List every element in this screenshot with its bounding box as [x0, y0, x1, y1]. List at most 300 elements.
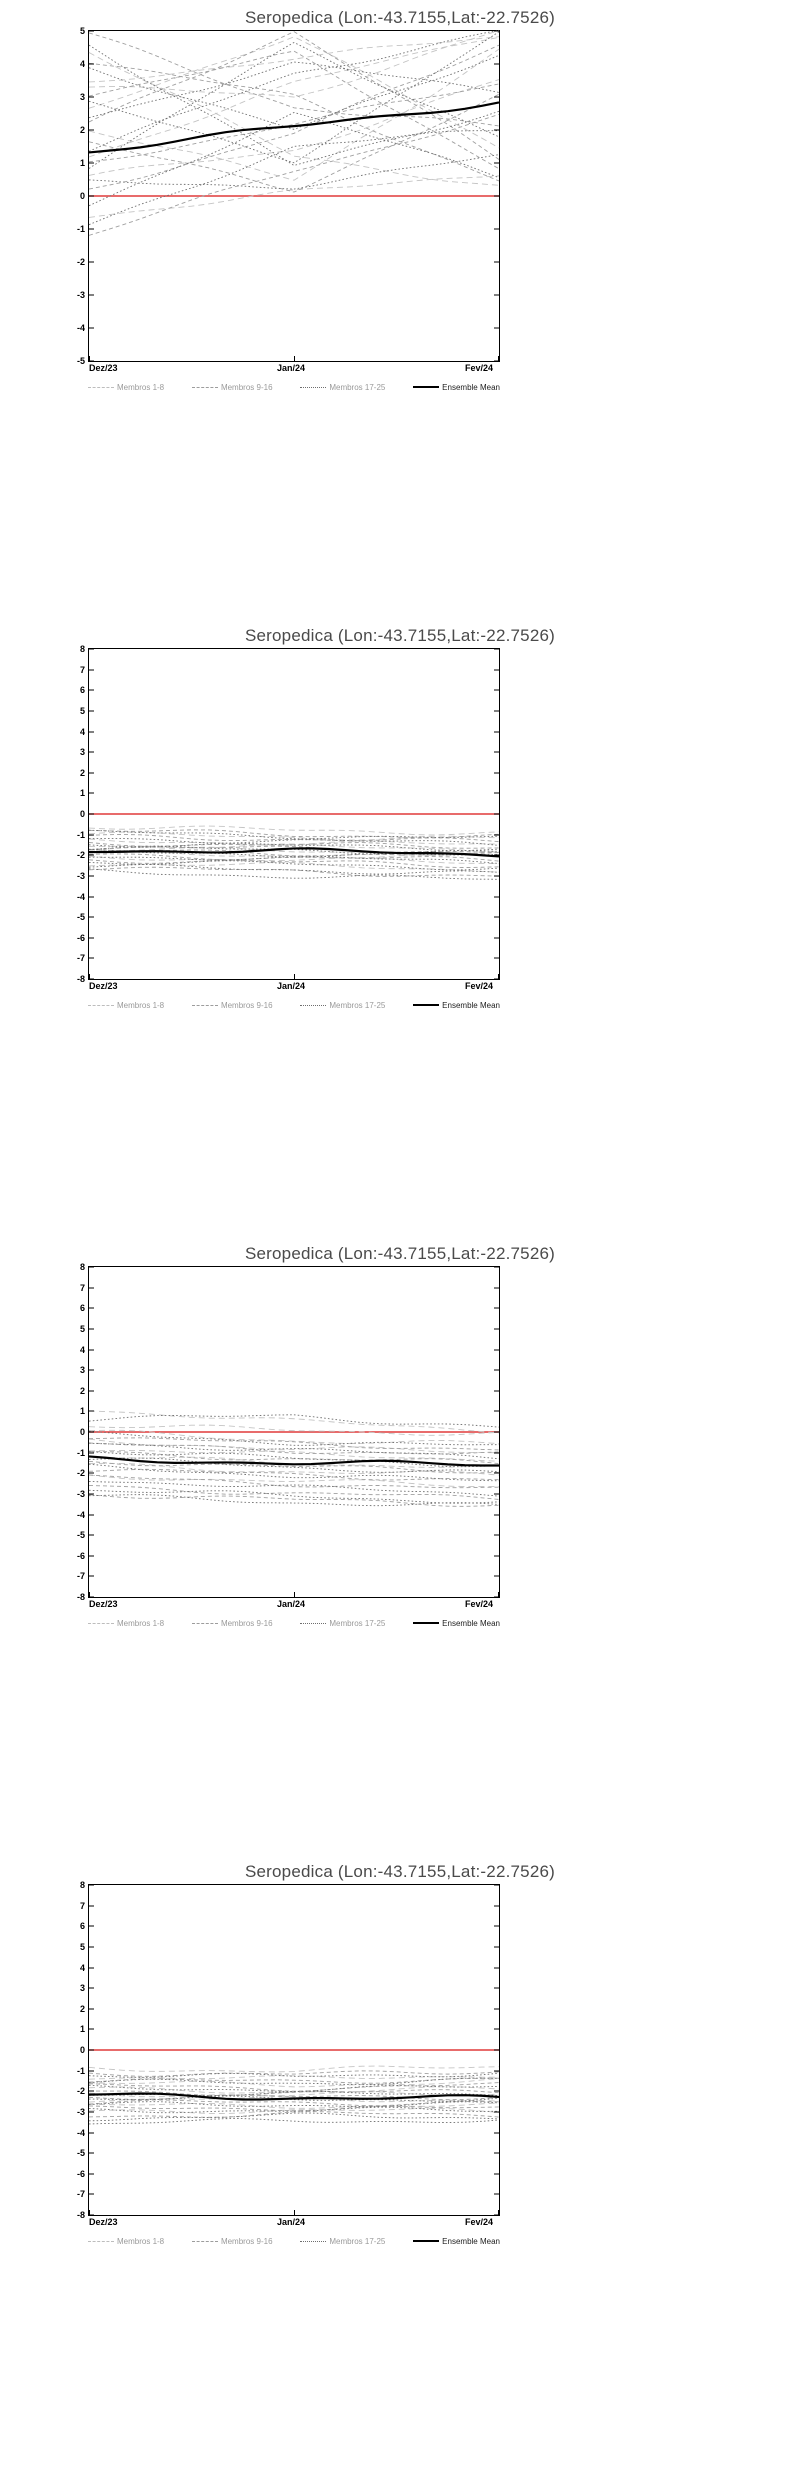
y-axis-tick-label: 6	[79, 1921, 85, 1932]
y-axis-tick-label: 0	[79, 809, 85, 819]
y-axis-tick-mark	[494, 649, 499, 650]
legend-line-icon	[88, 387, 114, 388]
legend-item-membros-17-25	[300, 1619, 385, 1628]
member-line	[89, 1431, 499, 1445]
y-axis-tick-label: 2	[79, 1385, 85, 1396]
x-axis-tick-mark	[498, 356, 499, 361]
legend-label: Membros 1-8	[117, 382, 165, 392]
x-axis-tick-mark	[498, 2210, 499, 2215]
y-axis-tick-mark	[494, 1432, 499, 1433]
x-axis-tick-label: Jan/24	[277, 363, 306, 373]
y-axis-tick-mark	[494, 2091, 499, 2092]
y-axis-tick-mark	[89, 793, 94, 794]
legend-item-membros-17-25	[300, 1001, 385, 1010]
y-axis-tick-mark	[89, 1370, 94, 1371]
y-axis-tick-label: 0	[79, 2045, 85, 2055]
legend-item-ensemble-mean	[413, 383, 500, 392]
y-axis-tick-label: -2	[76, 1468, 85, 1479]
y-axis-tick-label: -6	[76, 1550, 85, 1561]
member-line	[89, 2079, 499, 2087]
y-axis-tick-mark	[89, 1905, 94, 1906]
member-line	[89, 42, 499, 168]
x-axis-tick-label: Jan/24	[277, 2217, 306, 2227]
y-axis-tick-mark	[89, 1267, 94, 1268]
y-axis-tick-mark	[494, 130, 499, 131]
y-axis-tick-mark	[89, 2132, 94, 2133]
y-axis-tick-mark	[494, 1349, 499, 1350]
x-axis-tick-label: Dez/23	[89, 1599, 118, 1609]
y-axis-tick-mark	[494, 31, 499, 32]
legend-line-icon	[88, 1005, 114, 1006]
y-axis-tick-mark	[89, 2050, 94, 2051]
legend-label: Membros 9-16	[220, 1000, 273, 1010]
member-line	[89, 51, 499, 169]
y-axis-tick-label: 1	[79, 788, 85, 799]
y-axis-tick-label: 3	[79, 92, 85, 102]
y-axis-tick-mark	[494, 2173, 499, 2174]
legend-line-icon	[88, 2241, 114, 2242]
legend-line-icon	[413, 2240, 439, 2242]
member-line	[89, 55, 499, 129]
y-axis-tick-label: -2	[76, 2086, 85, 2097]
page-title: Seropedica (Lon:-43.7155,Lat:-22.7526)	[244, 1862, 556, 1881]
legend	[88, 380, 500, 394]
y-axis-tick-mark	[89, 97, 94, 98]
legend-label: Ensemble Mean	[442, 1000, 500, 1010]
y-axis-tick-mark	[494, 834, 499, 835]
y-axis-tick-label: 2	[79, 767, 85, 778]
y-axis-tick-mark	[494, 1905, 499, 1906]
y-axis-tick-mark	[89, 163, 94, 164]
member-line	[89, 2119, 499, 2124]
legend-item-ensemble-mean	[413, 2237, 500, 2246]
y-axis-tick-label: -5	[76, 912, 85, 923]
x-axis-tick-label: Jan/24	[277, 1599, 306, 1609]
x-axis-tick-label: Fev/24	[465, 2217, 494, 2227]
y-axis-tick-label: 8	[79, 1262, 85, 1272]
y-axis-tick-label: -4	[76, 2127, 85, 2138]
y-axis-tick-mark	[89, 710, 94, 711]
legend-line-icon	[192, 1005, 218, 1006]
y-axis-tick-mark	[89, 130, 94, 131]
x-axis-tick-mark	[498, 1592, 499, 1597]
y-axis-tick-mark	[89, 937, 94, 938]
member-line	[89, 867, 499, 876]
x-axis-tick-mark	[498, 974, 499, 979]
y-axis-tick-mark	[89, 669, 94, 670]
member-line	[89, 1415, 499, 1427]
y-axis-tick-label: -4	[76, 1509, 85, 1520]
legend-item-membros-1-8	[88, 1001, 164, 1010]
legend-line-icon	[192, 2241, 218, 2242]
y-axis-tick-label: 4	[79, 59, 85, 69]
legend-label: Membros 1-8	[117, 1618, 165, 1628]
y-axis-tick-mark	[89, 649, 94, 650]
legend-line-icon	[413, 1622, 439, 1624]
legend-item-membros-9-16	[192, 1619, 273, 1628]
x-axis-tick-label: Jan/24	[277, 981, 306, 991]
legend-item-membros-17-25	[300, 383, 385, 392]
y-axis-tick-label: 6	[79, 685, 85, 696]
legend-item-membros-9-16	[192, 2237, 273, 2246]
member-line	[89, 1469, 499, 1480]
y-axis-tick-mark	[89, 1967, 94, 1968]
y-axis-tick-mark	[89, 196, 94, 197]
y-axis-tick-mark	[494, 2070, 499, 2071]
y-axis-tick-mark	[89, 1535, 94, 1536]
y-axis-tick-mark	[494, 1576, 499, 1577]
y-axis-tick-mark	[494, 196, 499, 197]
y-axis-tick-mark	[494, 1390, 499, 1391]
page-title: Seropedica (Lon:-43.7155,Lat:-22.7526)	[244, 626, 556, 645]
y-axis-tick-mark	[89, 1308, 94, 1309]
y-axis-tick-mark	[89, 1452, 94, 1453]
y-axis-tick-mark	[494, 64, 499, 65]
member-line	[89, 45, 499, 189]
member-line	[89, 1495, 499, 1507]
member-line	[89, 1475, 499, 1487]
y-axis-tick-mark	[89, 875, 94, 876]
y-axis-tick-mark	[494, 793, 499, 794]
legend-label: Membros 17-25	[329, 382, 386, 392]
y-axis-tick-mark	[89, 2173, 94, 2174]
y-axis-tick-label: -4	[76, 891, 85, 902]
y-axis-tick-label: -7	[76, 2189, 85, 2200]
x-axis-tick-label: Fev/24	[465, 981, 494, 991]
y-axis-tick-mark	[494, 814, 499, 815]
x-axis-tick-mark	[294, 356, 295, 361]
y-axis-tick-mark	[89, 1988, 94, 1989]
y-axis-tick-label: 2	[79, 125, 85, 135]
y-axis-tick-label: -3	[76, 1488, 85, 1499]
y-axis-tick-mark	[494, 2153, 499, 2154]
y-axis-tick-mark	[494, 229, 499, 230]
member-line	[89, 2085, 499, 2091]
legend-label: Membros 17-25	[329, 1000, 386, 1010]
ensemble-mean-line	[89, 102, 499, 152]
y-axis-tick-mark	[494, 917, 499, 918]
y-axis-tick-mark	[494, 1885, 499, 1886]
y-axis-tick-mark	[89, 2194, 94, 2195]
y-axis-tick-mark	[494, 2111, 499, 2112]
y-axis-tick-mark	[494, 710, 499, 711]
y-axis-tick-label: -1	[76, 1447, 85, 1458]
legend-line-icon	[413, 386, 439, 388]
legend-label: Membros 17-25	[329, 1618, 386, 1628]
y-axis-tick-label: 5	[79, 1941, 85, 1952]
y-axis-tick-mark	[89, 2091, 94, 2092]
panel-temperatura-media	[0, 618, 800, 1236]
legend-label: Ensemble Mean	[442, 2236, 500, 2246]
y-axis-tick-mark	[89, 772, 94, 773]
y-axis-tick-mark	[89, 1349, 94, 1350]
plot-area-temperatura-media	[76, 644, 500, 991]
member-line	[89, 80, 499, 176]
plot-area-temperatura-maxima	[76, 1262, 500, 1609]
y-axis-tick-mark	[494, 295, 499, 296]
x-axis-tick-mark	[89, 1592, 90, 1597]
y-axis-tick-label: 3	[79, 1983, 85, 1994]
legend-label: Membros 1-8	[117, 2236, 165, 2246]
legend-label: Membros 9-16	[220, 382, 273, 392]
member-line	[89, 32, 499, 160]
x-axis-tick-label: Dez/23	[89, 2217, 118, 2227]
legend-label: Membros 9-16	[220, 1618, 273, 1628]
y-axis-tick-label: 8	[79, 1880, 85, 1890]
y-axis-tick-mark	[494, 752, 499, 753]
series-canvas	[89, 31, 499, 361]
member-line	[89, 1425, 499, 1435]
y-axis-tick-mark	[494, 937, 499, 938]
y-axis-tick-mark	[494, 855, 499, 856]
member-line	[89, 2066, 499, 2072]
member-line	[89, 830, 499, 838]
member-line	[89, 865, 499, 875]
legend-line-icon	[300, 1005, 326, 1006]
y-axis-tick-label: -8	[76, 1592, 85, 1602]
y-axis-tick-label: -3	[76, 2106, 85, 2117]
member-line	[89, 2102, 499, 2107]
x-axis-tick-label: Dez/23	[89, 981, 118, 991]
y-axis-tick-label: -4	[76, 323, 85, 333]
y-axis-tick-label: 4	[79, 1344, 85, 1355]
y-axis-tick-mark	[494, 1452, 499, 1453]
y-axis-tick-mark	[89, 1432, 94, 1433]
y-axis-tick-mark	[494, 1493, 499, 1494]
y-axis-tick-mark	[89, 814, 94, 815]
y-axis-tick-mark	[89, 1473, 94, 1474]
member-line	[89, 2078, 499, 2085]
y-axis-tick-mark	[89, 2070, 94, 2071]
plot-area-chuva	[76, 26, 500, 373]
legend	[88, 1616, 500, 1630]
y-axis-tick-mark	[494, 2008, 499, 2009]
y-axis-tick-label: 4	[79, 726, 85, 737]
y-axis-tick-mark	[89, 64, 94, 65]
x-axis-tick-mark	[294, 1592, 295, 1597]
legend-label: Membros 9-16	[220, 2236, 273, 2246]
y-axis-tick-label: -1	[76, 829, 85, 840]
y-axis-tick-mark	[494, 958, 499, 959]
y-axis-tick-label: 1	[79, 1406, 85, 1417]
member-line	[89, 1411, 499, 1433]
y-axis-tick-label: 3	[79, 1365, 85, 1376]
legend	[88, 2234, 500, 2248]
y-axis-tick-mark	[89, 1493, 94, 1494]
y-axis-tick-mark	[89, 896, 94, 897]
legend-item-membros-1-8	[88, 1619, 164, 1628]
y-axis-tick-mark	[89, 2029, 94, 2030]
legend-line-icon	[300, 387, 326, 388]
y-axis-tick-mark	[494, 262, 499, 263]
y-axis-tick-mark	[494, 731, 499, 732]
series-canvas	[89, 1885, 499, 2215]
y-axis-tick-mark	[494, 896, 499, 897]
x-axis-tick-label: Fev/24	[465, 1599, 494, 1609]
legend-label: Ensemble Mean	[442, 1618, 500, 1628]
y-axis-tick-mark	[89, 1926, 94, 1927]
y-axis-tick-label: -2	[76, 257, 85, 267]
legend-item-membros-17-25	[300, 2237, 385, 2246]
member-line	[89, 45, 499, 165]
y-axis-tick-mark	[494, 772, 499, 773]
y-axis-tick-label: -1	[76, 2065, 85, 2076]
member-line	[89, 826, 499, 835]
y-axis-tick-label: -3	[76, 290, 85, 300]
y-axis-tick-label: -7	[76, 1571, 85, 1582]
series-canvas	[89, 649, 499, 979]
series-canvas	[89, 1267, 499, 1597]
x-axis-tick-label: Dez/23	[89, 363, 118, 373]
legend-item-ensemble-mean	[413, 1619, 500, 1628]
member-line	[89, 834, 499, 841]
y-axis-tick-label: -3	[76, 870, 85, 881]
y-axis-tick-mark	[89, 1411, 94, 1412]
y-axis-tick-label: 8	[79, 644, 85, 654]
y-axis-tick-label: 7	[79, 1900, 85, 1911]
y-axis-tick-mark	[494, 1370, 499, 1371]
plot-area-temperatura-minima	[76, 1880, 500, 2227]
x-axis-tick-mark	[89, 356, 90, 361]
legend-line-icon	[192, 387, 218, 388]
y-axis-tick-label: 6	[79, 1303, 85, 1314]
panel-chuva	[0, 0, 800, 618]
panel-temperatura-maxima	[0, 1236, 800, 1854]
y-axis-tick-mark	[89, 2153, 94, 2154]
legend-line-icon	[300, 1623, 326, 1624]
y-axis-tick-mark	[494, 1267, 499, 1268]
member-line	[89, 1450, 499, 1461]
y-axis-tick-mark	[494, 690, 499, 691]
y-axis-tick-mark	[89, 1885, 94, 1886]
member-line	[89, 1481, 499, 1496]
y-axis-tick-mark	[494, 669, 499, 670]
y-axis-tick-mark	[89, 1328, 94, 1329]
legend-line-icon	[88, 1623, 114, 1624]
y-axis-tick-mark	[89, 2008, 94, 2009]
x-axis-tick-mark	[89, 974, 90, 979]
y-axis-tick-label: 2	[79, 2003, 85, 2014]
y-axis-tick-mark	[89, 690, 94, 691]
y-axis-tick-label: -8	[76, 2210, 85, 2220]
y-axis-tick-mark	[89, 1555, 94, 1556]
y-axis-tick-label: 5	[79, 1323, 85, 1334]
legend-line-icon	[413, 1004, 439, 1006]
y-axis-tick-mark	[89, 1390, 94, 1391]
y-axis-tick-mark	[494, 875, 499, 876]
x-axis-tick-mark	[89, 2210, 90, 2215]
legend-item-membros-9-16	[192, 383, 273, 392]
y-axis-tick-mark	[494, 2029, 499, 2030]
y-axis-tick-mark	[494, 2050, 499, 2051]
y-axis-tick-mark	[89, 1287, 94, 1288]
x-axis-tick-label: Fev/24	[465, 363, 494, 373]
legend-label: Ensemble Mean	[442, 382, 500, 392]
page-title: Seropedica (Lon:-43.7155,Lat:-22.7526)	[244, 8, 556, 27]
y-axis-tick-mark	[89, 262, 94, 263]
y-axis-tick-mark	[89, 958, 94, 959]
y-axis-tick-mark	[494, 97, 499, 98]
y-axis-tick-label: -8	[76, 974, 85, 984]
y-axis-tick-label: 7	[79, 1282, 85, 1293]
y-axis-tick-mark	[494, 1926, 499, 1927]
y-axis-tick-mark	[494, 328, 499, 329]
y-axis-tick-mark	[89, 1946, 94, 1947]
y-axis-tick-mark	[494, 1988, 499, 1989]
y-axis-tick-mark	[89, 328, 94, 329]
y-axis-tick-mark	[494, 163, 499, 164]
y-axis-tick-mark	[494, 2194, 499, 2195]
member-line	[89, 84, 499, 162]
legend-item-membros-1-8	[88, 2237, 164, 2246]
y-axis-tick-mark	[89, 2111, 94, 2112]
y-axis-tick-mark	[494, 1535, 499, 1536]
page-title: Seropedica (Lon:-43.7155,Lat:-22.7526)	[244, 1244, 556, 1263]
y-axis-tick-mark	[494, 1287, 499, 1288]
y-axis-tick-label: -6	[76, 932, 85, 943]
legend-line-icon	[300, 2241, 326, 2242]
y-axis-tick-mark	[89, 229, 94, 230]
y-axis-tick-label: 1	[79, 2024, 85, 2035]
y-axis-tick-mark	[494, 1514, 499, 1515]
y-axis-tick-label: 5	[79, 705, 85, 716]
y-axis-tick-mark	[494, 1946, 499, 1947]
legend-item-membros-1-8	[88, 383, 164, 392]
legend-line-icon	[192, 1623, 218, 1624]
y-axis-tick-label: -1	[76, 224, 85, 234]
y-axis-tick-mark	[494, 2132, 499, 2133]
y-axis-tick-label: 4	[79, 1962, 85, 1973]
y-axis-tick-mark	[494, 1308, 499, 1309]
y-axis-tick-label: -5	[76, 1530, 85, 1541]
y-axis-tick-label: 3	[79, 747, 85, 758]
y-axis-tick-label: 0	[79, 1427, 85, 1437]
y-axis-tick-label: -6	[76, 2168, 85, 2179]
y-axis-tick-label: 1	[79, 158, 85, 168]
y-axis-tick-mark	[89, 752, 94, 753]
y-axis-tick-mark	[89, 855, 94, 856]
y-axis-tick-label: -5	[76, 2148, 85, 2159]
y-axis-tick-mark	[89, 917, 94, 918]
y-axis-tick-mark	[89, 1576, 94, 1577]
y-axis-tick-mark	[89, 295, 94, 296]
y-axis-tick-mark	[494, 1411, 499, 1412]
y-axis-tick-mark	[494, 1555, 499, 1556]
legend-label: Membros 17-25	[329, 2236, 386, 2246]
member-line	[89, 1490, 499, 1503]
member-line	[89, 114, 499, 235]
y-axis-tick-mark	[494, 1328, 499, 1329]
x-axis-tick-mark	[294, 2210, 295, 2215]
legend-item-membros-9-16	[192, 1001, 273, 1010]
member-line	[89, 2113, 499, 2121]
y-axis-tick-mark	[89, 834, 94, 835]
member-line	[89, 155, 499, 189]
y-axis-tick-label: -7	[76, 953, 85, 964]
y-axis-tick-label: 0	[79, 191, 85, 201]
x-axis-tick-mark	[294, 974, 295, 979]
y-axis-tick-mark	[89, 731, 94, 732]
legend-label: Membros 1-8	[117, 1000, 165, 1010]
y-axis-tick-label: 7	[79, 664, 85, 675]
panel-temperatura-minima	[0, 1854, 800, 2472]
y-axis-tick-mark	[494, 1967, 499, 1968]
y-axis-tick-label: -2	[76, 850, 85, 861]
y-axis-tick-label: -5	[76, 356, 85, 366]
y-axis-tick-mark	[89, 1514, 94, 1515]
legend-item-ensemble-mean	[413, 1001, 500, 1010]
y-axis-tick-mark	[494, 1473, 499, 1474]
